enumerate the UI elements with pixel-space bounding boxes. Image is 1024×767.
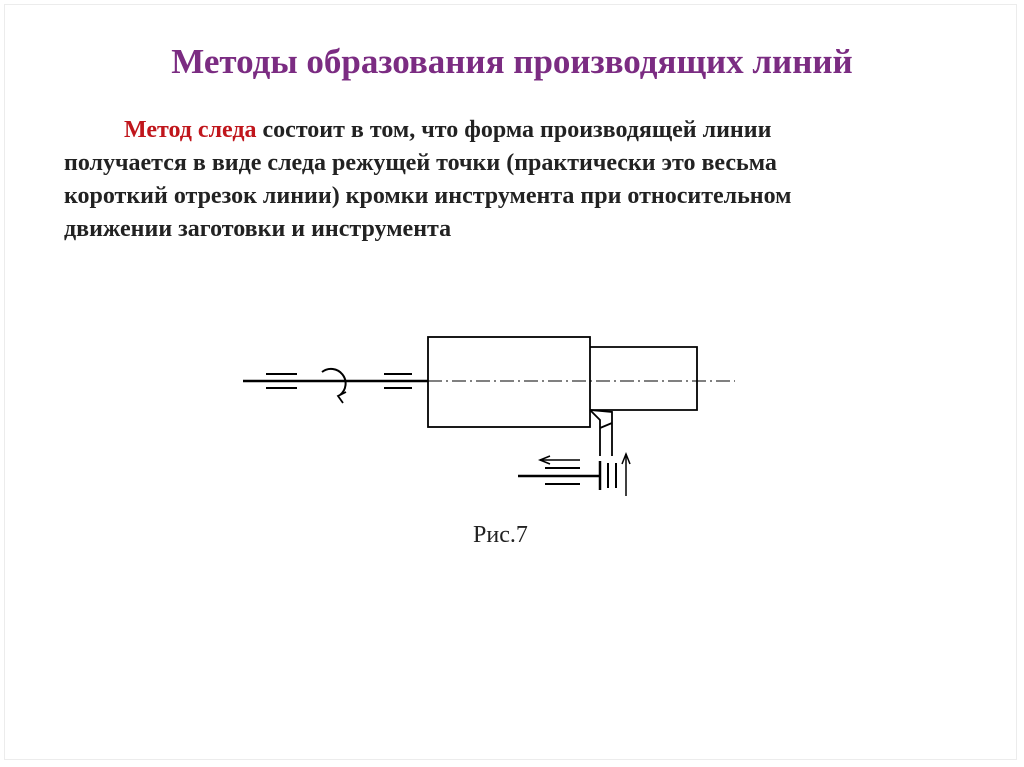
body-line-2: получается в виде следа режущей точки (практически это весьма [64,150,777,176]
method-term: Метод следа [124,117,257,143]
workpiece [590,347,697,410]
slide-title: Методы образования производящих линий [171,42,853,81]
figure-caption: Рис.7 [473,522,528,548]
feed-arrow-up-icon [622,454,630,496]
cutting-tool-icon [590,410,612,456]
body-line-3: короткий отрезок линии) кромки инструмента при относительном [64,183,792,209]
body-line-1-rest: состоит в том, что форма производящей линии [262,117,772,143]
chuck-body [428,337,590,427]
feed-arrow-left-icon [540,456,580,464]
rotation-arrow-icon [322,369,346,403]
body-line-4: движении заготовки и инструмента [64,216,452,242]
tool-slide-guides-icon [518,461,616,490]
